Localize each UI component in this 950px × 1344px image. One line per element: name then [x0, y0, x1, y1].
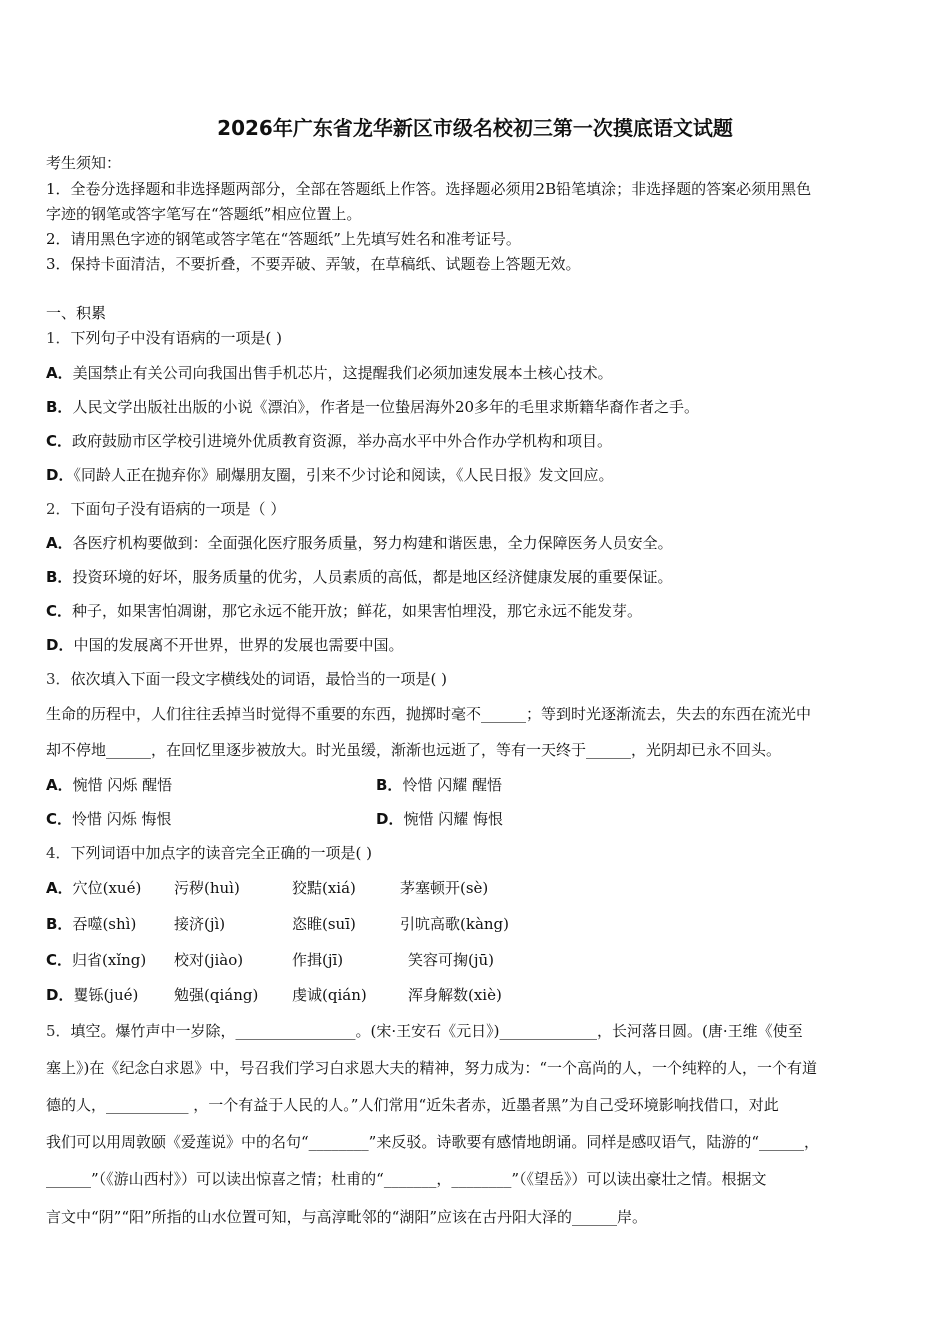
- question-stem: 下列句子中没有语病的一项是( ): [70, 329, 283, 347]
- option-text: 惋惜 闪烁 醒悟: [72, 776, 173, 794]
- option-label: B．: [46, 568, 73, 586]
- option-label: C．: [46, 432, 73, 450]
- option-text: 怜惜 闪耀 醒悟: [402, 776, 502, 794]
- question-number: 2．: [46, 500, 71, 518]
- q3-passage-line: 却不停地______，在回忆里逐步被放大。时光虽缓，渐渐也远逝了，等有一天终于______，光阴却已永不回头。: [46, 741, 782, 759]
- question-stem: 依次填入下面一段文字横线处的词语，最恰当的一项是( ): [70, 670, 448, 688]
- question-text: 填空。爆竹声中一岁除，________________。(宋·王安石《元日》)_____________，长河落日圆。(唐·王维《使至: [70, 1022, 803, 1040]
- word-item: 接济(jì): [174, 915, 226, 933]
- option-text: 投资环境的好坏，服务质量的优劣，人员素质的高低，都是地区经济健康发展的重要保证。: [72, 568, 673, 586]
- question-stem: 下面句子没有语病的一项是（ ）: [70, 500, 286, 518]
- question-1: [46, 327, 282, 348]
- question-number: 1．: [46, 329, 71, 347]
- q5-text-line: 言文中“阴”“阳”所指的山水位置可知，与高淳毗邻的“湖阳”应该在古丹阳大泽的______岸。: [46, 1208, 648, 1226]
- question-number: 5．: [46, 1022, 71, 1040]
- q1-option-a: [46, 362, 613, 383]
- option-label: D．: [46, 986, 74, 1004]
- word-item: 茅塞顿开(sè): [400, 879, 489, 897]
- option-label: C．: [46, 951, 73, 969]
- question-4: [46, 842, 372, 863]
- q3-option-c: [46, 808, 172, 829]
- option-label: A．: [46, 776, 73, 794]
- word-item: 笑容可掬(jū): [408, 951, 495, 969]
- q1-option-b: [46, 396, 699, 417]
- option-text: 人民文学出版社出版的小说《漂泊》，作者是一位蛰居海外20多年的毛里求斯籍华裔作者之手。: [72, 398, 700, 416]
- word-item: 污秽(huì): [174, 879, 240, 897]
- notice-item: 字迹的钢笔或答字笔写在“答题纸”相应位置上。: [46, 205, 362, 223]
- q4-option-a: [46, 877, 141, 898]
- question-stem: 下列词语中加点字的读音完全正确的一项是( ): [70, 844, 373, 862]
- q5-text-line: 塞上》)在《纪念白求恩》中，号召我们学习白求恩大夫的精神，努力成为：“一个高尚的人，一个纯粹的人，一个有道: [46, 1059, 818, 1077]
- q2-option-d: [46, 634, 403, 655]
- option-text: 种子，如果害怕凋谢，那它永远不能开放；鲜花，如果害怕埋没，那它永远不能发芽。: [72, 602, 643, 620]
- q2-option-b: [46, 566, 672, 587]
- q4-option-d: [46, 984, 138, 1005]
- word-item: 恣睢(suī): [292, 915, 356, 933]
- option-text: 惋惜 闪耀 悔恨: [403, 810, 503, 828]
- option-label: A．: [46, 879, 73, 897]
- page-title: 2026年广东省龙华新区市级名校初三第一次摸底语文试题: [217, 116, 733, 140]
- q3-option-b: [376, 774, 502, 795]
- word-item: 作揖(jī): [292, 951, 344, 969]
- option-label: C．: [46, 810, 73, 828]
- option-label: D．: [46, 466, 74, 484]
- option-label: A．: [46, 364, 73, 382]
- option-label: C．: [46, 602, 73, 620]
- option-label: B．: [46, 915, 73, 933]
- option-label: D．: [376, 810, 404, 828]
- notice-heading: 考生须知：: [46, 154, 122, 172]
- q5-text-line: ______”（《游山西村》）可以读出惊喜之情；杜甫的“_______，________”（《望岳》）可以读出豪壮之情。根据文: [46, 1170, 767, 1188]
- q4-option-b: [46, 913, 136, 934]
- word-item: 矍铄(jué): [73, 986, 139, 1004]
- question-number: 4．: [46, 844, 71, 862]
- option-label: B．: [46, 398, 73, 416]
- word-item: 虔诚(qián): [292, 986, 367, 1004]
- word-item: 吞噬(shì): [72, 915, 137, 933]
- question-5: [46, 1020, 803, 1041]
- word-item: 校对(jiào): [174, 951, 244, 969]
- word-item: 勉强(qiáng): [174, 986, 259, 1004]
- q1-option-d: [46, 464, 613, 485]
- q3-option-a: [46, 774, 172, 795]
- q3-option-d: [376, 808, 503, 829]
- q1-option-c: [46, 430, 612, 451]
- option-text: 各医疗机构要做到：全面强化医疗服务质量，努力构建和谐医患，全力保障医务人员安全。: [72, 534, 673, 552]
- q4-option-c: [46, 949, 146, 970]
- option-label: A．: [46, 534, 73, 552]
- q2-option-a: [46, 532, 673, 553]
- word-item: 穴位(xué): [72, 879, 142, 897]
- q2-option-c: [46, 600, 642, 621]
- option-text: 美国禁止有关公司向我国出售手机芯片，这提醒我们必须加速发展本土核心技术。: [72, 364, 613, 382]
- option-text: 政府鼓励市区学校引进境外优质教育资源，举办高水平中外合作办学机构和项目。: [72, 432, 613, 450]
- q3-passage-line: 生命的历程中，人们往往丢掉当时觉得不重要的东西，抛掷时毫不______；等到时光逐渐流去，失去的东西在流光中: [46, 705, 812, 723]
- notice-item: 2．请用黑色字迹的钢笔或答字笔在“答题纸”上先填写姓名和准考证号。: [46, 230, 521, 248]
- notice-item: 1．全卷分选择题和非选择题两部分，全部在答题纸上作答。选择题必须用2B铅笔填涂；非选择题的答案必须用黑色: [46, 180, 812, 198]
- option-text: 中国的发展离不开世界，世界的发展也需要中国。: [73, 636, 404, 654]
- question-number: 3．: [46, 670, 71, 688]
- question-3: [46, 668, 447, 689]
- question-2: [46, 498, 285, 519]
- option-text: 《同龄人正在抛弃你》刷爆朋友圈，引来不少讨论和阅读，《人民日报》发文回应。: [73, 466, 614, 484]
- word-item: 浑身解数(xiè): [408, 986, 502, 1004]
- q5-text-line: 德的人，___________ ，一个有益于人民的人。”人们常用“近朱者赤，近墨者黑”为自己受环境影响找借口，对此: [46, 1096, 779, 1114]
- word-item: 狡黠(xiá): [292, 879, 356, 897]
- option-text: 怜惜 闪烁 悔恨: [72, 810, 172, 828]
- q5-text-line: 我们可以用周敦颐《爱莲说》中的名句“________”来反驳。诗歌要有感情地朗诵。同样是感叹语气，陆游的“______，: [46, 1133, 820, 1151]
- section-heading: 一、积累: [46, 304, 107, 322]
- notice-item: 3．保持卡面清洁，不要折叠，不要弄破、弄皱，在草稿纸、试题卷上答题无效。: [46, 255, 581, 273]
- option-label: D．: [46, 636, 74, 654]
- option-label: B．: [376, 776, 403, 794]
- word-item: 归省(xǐng): [72, 951, 147, 969]
- word-item: 引吭高歌(kàng): [400, 915, 509, 933]
